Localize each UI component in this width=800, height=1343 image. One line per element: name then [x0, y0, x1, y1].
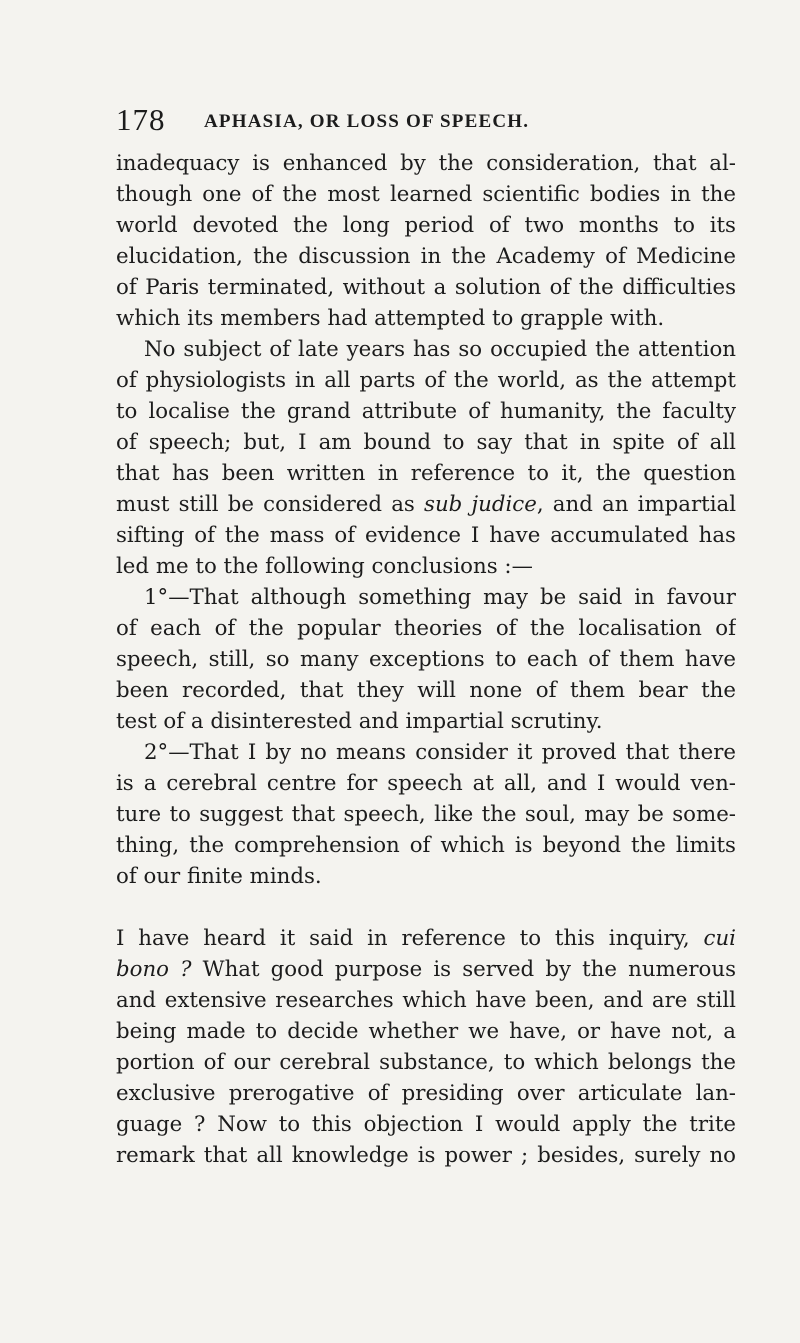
text-line: and extensive researches which have been, and are still — [116, 988, 736, 1013]
text-line: been recorded, that they will none of them bear the — [116, 678, 736, 703]
text-line: of Paris terminated, without a solution of the difficulties — [116, 275, 736, 300]
text-line: exclusive prerogative of presiding over articulate lan- — [116, 1081, 736, 1106]
text-line: thing, the comprehension of which is beyond the limits — [116, 833, 736, 858]
text-line: remark that all knowledge is power ; besides, surely no — [116, 1143, 736, 1168]
text-line: that has been written in reference to it, the question — [116, 461, 736, 486]
text-line: of our finite minds. — [116, 864, 322, 889]
text-line: portion of our cerebral substance, to which belongs the — [116, 1050, 736, 1075]
italic-phrase: cui — [703, 926, 736, 951]
text-line: of speech; but, I am bound to say that in spite of all — [116, 430, 736, 455]
text-line: must still be considered as sub judice, and an impartial — [116, 492, 736, 517]
text-line: to localise the grand attribute of humanity, the faculty — [116, 399, 736, 424]
italic-phrase: sub judice — [424, 492, 537, 517]
text-line: inadequacy is enhanced by the consideration, that al- — [116, 151, 736, 176]
text-line: bono ? What good purpose is served by the numerous — [116, 957, 736, 982]
text-line: led me to the following conclusions :— — [116, 554, 533, 579]
text-line: speech, still, so many exceptions to each of them have — [116, 647, 736, 672]
text-line: being made to decide whether we have, or have not, a — [116, 1019, 736, 1044]
text-line: of physiologists in all parts of the world, as the attempt — [116, 368, 736, 393]
text-line: ture to suggest that speech, like the soul, may be some- — [116, 802, 736, 827]
text-line: of each of the popular theories of the localisation of — [116, 616, 736, 641]
page-header — [116, 100, 736, 140]
text-line: though one of the most learned scientific bodies in the — [116, 182, 736, 207]
body-text — [116, 148, 736, 1171]
text-line: is a cerebral centre for speech at all, and I would ven- — [116, 771, 736, 796]
text-line: which its members had attempted to grapple with. — [116, 306, 665, 331]
text-line: test of a disinterested and impartial scrutiny. — [116, 709, 603, 734]
text-line: guage ? Now to this objection I would apply the trite — [116, 1112, 736, 1137]
running-head: APHASIA, OR LOSS OF SPEECH. — [204, 111, 530, 132]
text-line: 1°—That although something may be said in favour — [144, 585, 736, 610]
italic-phrase: bono ? — [116, 957, 192, 982]
text-line: elucidation, the discussion in the Academy of Medicine — [116, 244, 736, 269]
text-line: sifting of the mass of evidence I have accumulated has — [116, 523, 736, 548]
text-line: No subject of late years has so occupied the attention — [144, 337, 736, 362]
text-line: 2°—That I by no means consider it proved that there — [144, 740, 736, 765]
text-line: world devoted the long period of two months to its — [116, 213, 736, 238]
text-line: I have heard it said in reference to this inquiry, cui — [116, 926, 736, 951]
paragraph-gap — [116, 892, 736, 923]
page-number: 178 — [116, 102, 166, 137]
